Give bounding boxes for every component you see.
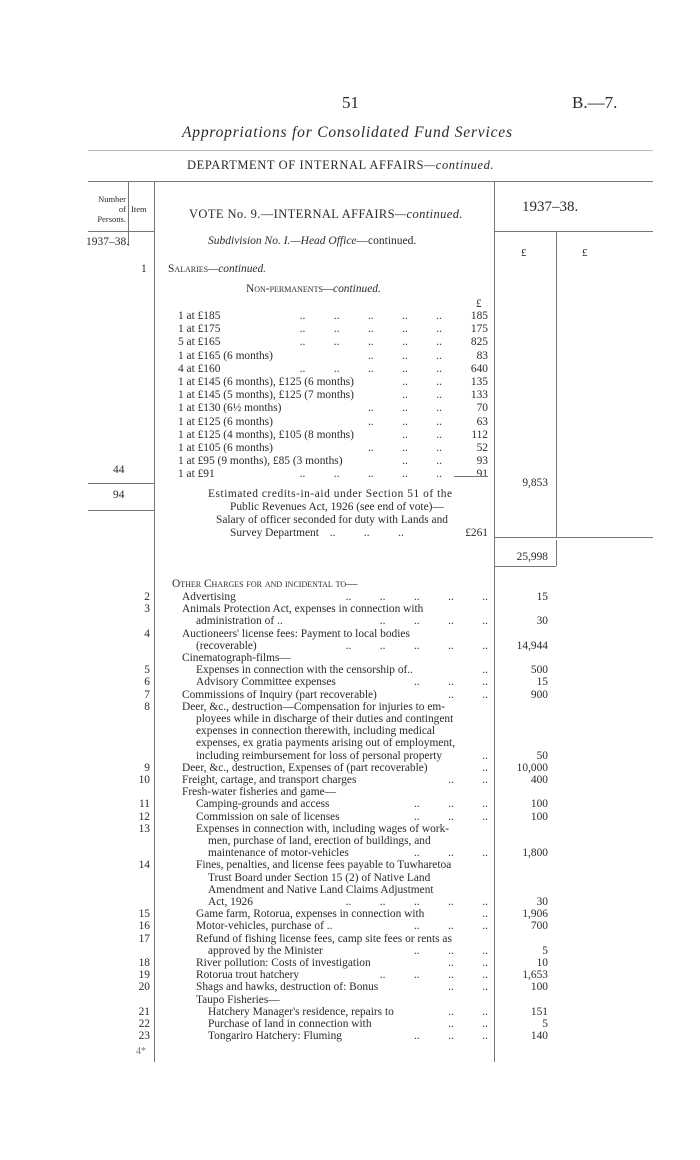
charge-line-text: Game farm, Rotorua, expenses in connection with xyxy=(196,908,425,921)
salary-row-text: 4 at £160 xyxy=(178,362,221,375)
nonpermanents-continued: —continued. xyxy=(322,283,381,295)
charge-amount: 50 xyxy=(536,749,548,762)
salary-row xyxy=(178,323,488,336)
salary-sum-rule xyxy=(454,476,488,477)
charge-line xyxy=(196,859,490,871)
salaries-total-rule-top xyxy=(494,537,653,538)
charge-line-dots: .. .. xyxy=(444,689,488,701)
nonpermanents-heading xyxy=(246,283,381,296)
department-heading xyxy=(187,158,494,173)
salary-row-value: 135 xyxy=(470,375,488,388)
charge-line-text: ployees while in discharge of their duties and contingent xyxy=(196,713,454,725)
charge-item-number: 2 xyxy=(144,591,150,603)
charge-line-text: Act, 1926 xyxy=(208,896,253,908)
salary-row xyxy=(178,389,488,402)
charge-line-text: Animals Protection Act, expenses in connection with xyxy=(182,603,424,616)
header-bottom-rule-left xyxy=(88,231,154,232)
department-continued: —continued. xyxy=(424,158,495,172)
charge-item-number: 3 xyxy=(144,603,150,616)
salary-row-dots: .. .. .. .. .. xyxy=(299,336,442,349)
charge-line-dots: .. .. xyxy=(444,957,488,969)
salary-row xyxy=(178,310,488,323)
page-reference: B.—7. xyxy=(572,93,618,112)
charge-item-number: 19 xyxy=(138,969,150,982)
persons-header xyxy=(86,194,126,224)
salary-row-text: 1 at £105 (6 months) xyxy=(178,441,273,454)
charge-line xyxy=(208,945,490,957)
salary-row-dots: .. .. xyxy=(402,455,442,468)
charge-amount: 100 xyxy=(530,981,548,994)
header-bottom-rule-right xyxy=(494,231,653,232)
charge-line-text: men, purchase of land, erection of buildings, and xyxy=(208,835,431,847)
salaries-total-rule-bottom xyxy=(494,566,556,567)
charge-line xyxy=(182,762,490,774)
charge-line xyxy=(196,933,490,945)
charge-line-text: Commission on sale of licenses xyxy=(196,810,340,823)
charge-line-dots: .. .. .. .. .. xyxy=(342,640,488,652)
credits-value: £261 xyxy=(465,527,488,539)
charge-line xyxy=(208,1018,490,1030)
charge-amount: 5 xyxy=(542,1018,548,1030)
salary-row-value: 112 xyxy=(471,428,488,441)
charge-line-text: Shags and hawks, destruction of: Bonus xyxy=(196,981,379,994)
persons-header-line1: Number xyxy=(98,194,126,204)
charge-line-text: Rotorua trout hatchery xyxy=(196,969,300,982)
charge-amount: 100 xyxy=(530,810,548,823)
salary-row-text: 1 at £125 (6 months) xyxy=(178,415,273,428)
salary-row xyxy=(178,402,488,415)
salaries-continued: —continued. xyxy=(208,263,267,275)
charge-line-text: Amendment and Native Land Claims Adjustment xyxy=(208,883,434,896)
charge-line xyxy=(208,1006,490,1018)
charge-amount: 400 xyxy=(530,774,548,786)
credits-persons-count: 94 xyxy=(113,489,125,501)
charge-line xyxy=(196,823,490,835)
charge-line-dots: .. .. .. .. .. xyxy=(342,591,488,603)
total-box-right-rule xyxy=(556,540,557,566)
charge-line xyxy=(182,603,490,615)
credits-line-1: Estimated credits-in-aid under Section 51 of the xyxy=(208,488,453,500)
salary-row-text: 1 at £125 (4 months), £105 (8 months) xyxy=(178,428,354,441)
salary-row-dots: .. .. xyxy=(402,428,442,441)
charge-line-dots: .. xyxy=(478,762,488,774)
charge-item-number: 6 xyxy=(144,676,150,689)
salary-row-text: 1 at £165 (6 months) xyxy=(178,349,273,362)
charge-line xyxy=(182,689,490,701)
charge-amount: 900 xyxy=(530,688,548,701)
salary-row-value: 83 xyxy=(476,349,488,362)
salary-row-dots: .. .. .. xyxy=(367,349,442,362)
charge-line-text: Trust Board under Section 15 (2) of Native Land xyxy=(208,871,431,884)
salaries-item-number: 1 xyxy=(141,263,147,275)
pound-sign-col1: £ xyxy=(521,247,527,259)
charge-line xyxy=(196,811,490,823)
charge-item-number: 18 xyxy=(138,957,150,969)
charge-line-dots: .. .. .. .. xyxy=(376,969,488,981)
charge-line xyxy=(196,798,490,810)
charge-line xyxy=(196,969,490,981)
charge-line-text: Fresh-water fisheries and game— xyxy=(182,786,337,799)
charge-line-text: Hatchery Manager's residence, repairs to xyxy=(208,1005,394,1018)
charge-line-dots: .. xyxy=(478,664,488,676)
nonpermanents-pound-sign: £ xyxy=(476,298,482,310)
salary-row xyxy=(178,429,488,442)
salary-row-value: 93 xyxy=(476,455,488,468)
charge-line-text: Motor-vehicles, purchase of .. xyxy=(196,920,333,933)
salary-row-dots: .. .. xyxy=(402,389,442,402)
charge-line-dots: .. .. .. xyxy=(410,920,488,932)
charge-amount: 140 xyxy=(530,1030,548,1043)
salary-row xyxy=(178,363,488,376)
page-number: 51 xyxy=(342,93,359,112)
charge-line xyxy=(196,908,490,920)
charge-amount: 1,653 xyxy=(522,969,548,982)
persons-total-rule xyxy=(88,483,154,484)
vote-title: VOTE No. 9.—INTERNAL AFFAIRS xyxy=(189,207,395,221)
page-title: Appropriations for Consolidated Fund Services xyxy=(182,124,513,141)
charge-item-number: 12 xyxy=(138,810,150,823)
item-column-rule xyxy=(154,182,155,1062)
charge-line-dots: .. .. .. xyxy=(410,945,488,957)
department-name: DEPARTMENT OF INTERNAL AFFAIRS xyxy=(187,158,425,172)
charge-line-dots: .. xyxy=(478,908,488,920)
charge-line-text: Deer, &c., destruction, Expenses of (part recoverable) xyxy=(182,761,428,774)
charge-line-text: Refund of fishing license fees, camp site fees or rents as xyxy=(196,932,452,945)
salary-row xyxy=(178,455,488,468)
salary-row xyxy=(178,376,488,389)
charge-item-number: 5 xyxy=(144,664,150,677)
subdivision-title: Subdivision No. I.—Head Office xyxy=(208,235,357,247)
salary-row-value: 91 xyxy=(476,468,488,481)
credits-line-4 xyxy=(230,527,488,540)
charge-line-text: Auctioneers' license fees: Payment to local bodies xyxy=(182,627,410,640)
charge-line-dots: .. xyxy=(478,750,488,762)
charge-amount: 151 xyxy=(530,1005,548,1018)
inner-column-rule xyxy=(556,232,557,537)
credits-persons-rule xyxy=(88,510,154,511)
subdivision-continued: —continued. xyxy=(356,235,417,247)
salary-row-value: 133 xyxy=(470,389,488,402)
charge-line xyxy=(196,725,490,737)
salary-row-text: 1 at £91 xyxy=(178,468,215,481)
charge-line xyxy=(196,750,490,762)
salary-row xyxy=(178,336,488,349)
charge-line-text: Advisory Committee expenses xyxy=(196,676,336,689)
charge-amount: 30 xyxy=(536,896,548,908)
charge-line-text: Freight, cartage, and transport charges xyxy=(182,774,357,786)
charge-line-dots: .. .. .. xyxy=(410,676,488,688)
charge-amount: 5 xyxy=(542,944,548,957)
charge-line-text: Fines, penalties, and license fees payable to Tuwharetoa xyxy=(196,859,452,872)
charge-line-text: Taupo Fisheries— xyxy=(196,993,280,1006)
title-rule xyxy=(88,150,653,151)
charge-line xyxy=(196,994,490,1006)
charge-line xyxy=(182,628,490,640)
charge-line-text: including reimbursement for loss of personal property xyxy=(196,749,443,762)
other-charges-heading: Other Charges for and incidental to— xyxy=(172,578,358,590)
salary-row-value: 640 xyxy=(470,362,488,375)
salary-row xyxy=(178,416,488,429)
charge-line xyxy=(196,676,490,688)
charge-line-dots: .. .. xyxy=(444,1018,488,1030)
salary-row-dots: .. .. .. xyxy=(367,441,442,454)
credits-line-3: Salary of officer seconded for duty with Lands and xyxy=(216,514,448,526)
vote-continued: —continued. xyxy=(395,207,463,221)
salary-row-dots: .. .. .. xyxy=(367,415,442,428)
charge-amount: 15 xyxy=(536,591,548,603)
credits-line-4-text: Survey Department xyxy=(230,527,319,539)
salary-row-value: 52 xyxy=(476,441,488,454)
charge-line xyxy=(196,920,490,932)
charge-amount: 1,906 xyxy=(522,908,548,921)
charge-item-number: 10 xyxy=(138,774,150,786)
charge-line-text: Expenses in connection with, including wages of work- xyxy=(196,822,450,835)
salary-row-text: 1 at £145 (6 months), £125 (6 months) xyxy=(178,375,354,388)
charge-line-dots: .. .. xyxy=(444,774,488,786)
salary-row-dots: .. .. .. .. .. xyxy=(299,362,442,375)
vote-heading xyxy=(189,207,463,222)
charge-item-number: 22 xyxy=(138,1018,150,1030)
charge-line-dots: .. .. .. xyxy=(410,811,488,823)
charge-line-dots: .. .. .. xyxy=(410,847,488,859)
charge-line-text: administration of .. xyxy=(196,615,283,628)
charge-item-number: 14 xyxy=(138,859,150,872)
charge-amount: 15 xyxy=(536,676,548,689)
salary-row-text: 1 at £130 (6½ months) xyxy=(178,402,282,415)
persons-count-total: 44 xyxy=(113,464,125,476)
charge-item-number: 20 xyxy=(138,981,150,994)
charge-item-number: 17 xyxy=(138,932,150,945)
charge-line xyxy=(196,615,490,627)
charge-amount: 10,000 xyxy=(516,761,548,774)
charge-line xyxy=(208,1030,490,1042)
charge-line xyxy=(208,835,490,847)
charge-line xyxy=(208,847,490,859)
charge-line-text: maintenance of motor-vehicles xyxy=(208,847,349,860)
charge-line xyxy=(208,896,490,908)
charge-amount: 100 xyxy=(530,798,548,811)
subdivision-heading xyxy=(208,235,416,247)
salary-row-text: 1 at £145 (5 months), £125 (7 months) xyxy=(178,389,354,402)
year-left-header: 1937–38. xyxy=(86,236,130,248)
salary-row-value: 70 xyxy=(476,402,488,415)
salary-row-text: 5 at £165 xyxy=(178,336,221,349)
charge-line xyxy=(182,786,490,798)
charge-amount: 700 xyxy=(530,920,548,933)
salary-rows xyxy=(178,310,488,481)
charge-line xyxy=(196,664,490,676)
salary-row xyxy=(178,468,488,481)
charge-line xyxy=(208,884,490,896)
nonpermanents-label: Non-permanents xyxy=(246,283,323,295)
charge-item-number: 8 xyxy=(144,700,150,713)
header-top-rule xyxy=(88,181,653,182)
footer-mark: 4* xyxy=(136,1046,146,1057)
salary-row-value: 825 xyxy=(470,336,488,349)
credits-line-2: Public Revenues Act, 1926 (see end of vote)— xyxy=(230,501,444,513)
charge-item-number: 21 xyxy=(138,1005,150,1018)
charge-line xyxy=(182,774,490,786)
charge-line xyxy=(196,640,490,652)
charge-line-text: Commissions of Inquiry (part recoverable) xyxy=(182,688,377,701)
item-header: Item xyxy=(131,204,147,214)
persons-header-line2: of xyxy=(118,204,126,214)
salaries-total: 25,998 xyxy=(516,551,548,563)
charge-amount: 14,944 xyxy=(516,639,548,652)
charge-item-number: 11 xyxy=(139,798,150,811)
salary-row xyxy=(178,442,488,455)
salary-row-value: 175 xyxy=(470,323,488,336)
salary-row-dots: .. .. .. xyxy=(367,402,442,415)
charge-line xyxy=(196,957,490,969)
charge-line xyxy=(182,701,490,713)
charge-line xyxy=(182,652,490,664)
charge-amount: 10 xyxy=(536,957,548,969)
salary-row-text: 1 at £185 xyxy=(178,310,221,322)
charge-line-text: expenses, ex gratia payments arising out of employment, xyxy=(196,737,456,750)
salary-row-dots: .. .. xyxy=(402,375,442,388)
charge-line xyxy=(208,872,490,884)
charge-line-dots: .. .. xyxy=(444,1006,488,1018)
charge-amount: 1,800 xyxy=(522,847,548,860)
charge-line-text: Advertising xyxy=(182,591,236,603)
charge-amount: 500 xyxy=(530,664,548,677)
salary-row xyxy=(178,350,488,363)
charge-item-number: 15 xyxy=(138,908,150,921)
right-column-rule xyxy=(494,182,495,1062)
charge-line-text: Purchase of land in connection with xyxy=(208,1018,372,1030)
salaries-heading xyxy=(168,263,266,276)
salaries-label: Salaries xyxy=(168,263,209,275)
salaries-subtotal: 9,853 xyxy=(522,477,548,489)
salary-row-text: 1 at £175 xyxy=(178,323,221,336)
credits-line-4-dots: .. .. .. xyxy=(329,527,404,539)
charge-line-dots: .. .. xyxy=(444,981,488,993)
charge-item-number: 9 xyxy=(144,761,150,774)
charge-line-text: expenses in connection therewith, including medical xyxy=(196,725,436,738)
charge-line xyxy=(182,591,490,603)
salary-row-value: 185 xyxy=(470,310,488,322)
charge-line-text: approved by the Minister xyxy=(208,944,323,957)
charge-line-text: River pollution: Costs of investigation xyxy=(196,957,371,969)
salary-row-value: 63 xyxy=(476,415,488,428)
persons-header-line3: Persons. xyxy=(97,214,126,224)
charge-line-text: Tongariro Hatchery: Fluming xyxy=(208,1030,342,1043)
charge-line-text: (recoverable) xyxy=(196,639,257,652)
charge-line xyxy=(196,713,490,725)
charge-item-number: 4 xyxy=(144,627,150,640)
salary-row-text: 1 at £95 (9 months), £85 (3 months) xyxy=(178,455,343,468)
year-right-header: 1937–38. xyxy=(522,199,579,215)
charge-line-dots: .. .. .. .. .. xyxy=(342,896,488,908)
charge-line-dots: .. .. .. .. xyxy=(376,615,488,627)
charge-item-number: 7 xyxy=(144,688,150,701)
pound-sign-col2: £ xyxy=(582,247,588,259)
charge-line-dots: .. .. .. xyxy=(410,1030,488,1042)
salary-row-dots: .. .. .. .. .. xyxy=(299,468,442,481)
charge-line-text: Expenses in connection with the censorship of.. xyxy=(196,664,414,677)
charge-line xyxy=(196,737,490,749)
charge-amount: 30 xyxy=(536,615,548,628)
charge-item-number: 16 xyxy=(138,920,150,933)
charge-item-number: 13 xyxy=(138,822,150,835)
salary-row-dots: .. .. .. .. .. xyxy=(299,310,442,322)
charge-line-text: Camping-grounds and access xyxy=(196,798,330,811)
charge-line-text: Cinematograph-films— xyxy=(182,652,291,664)
charge-item-number: 23 xyxy=(138,1030,150,1043)
charge-line-text: Deer, &c., destruction—Compensation for injuries to em- xyxy=(182,700,446,713)
charge-line-dots: .. .. .. xyxy=(410,798,488,810)
salary-row-dots: .. .. .. .. .. xyxy=(299,323,442,336)
charge-line xyxy=(196,981,490,993)
